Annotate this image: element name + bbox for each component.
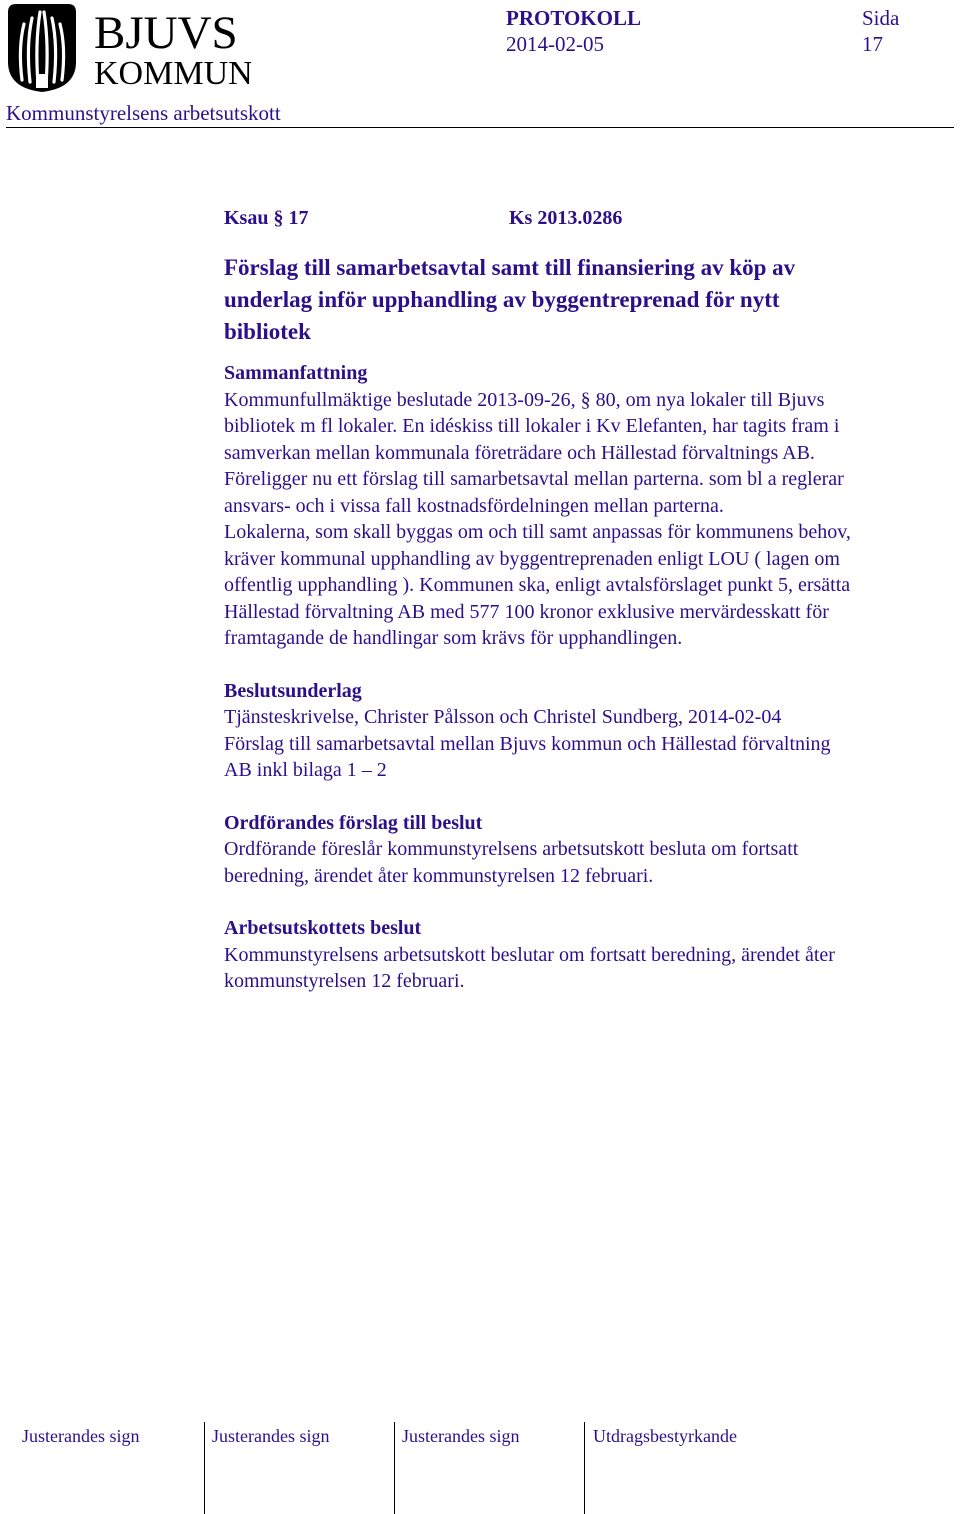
section-heading: Beslutsunderlag	[224, 679, 362, 702]
text-line: kommunstyrelsen 12 februari.	[224, 970, 465, 992]
text-line: Ordförande föreslår kommunstyrelsens arbetsutskott besluta om fortsatt	[224, 838, 799, 860]
signature-divider	[394, 1422, 395, 1514]
header-divider	[6, 127, 954, 128]
section-heading: Arbetsutskottets beslut	[224, 917, 422, 939]
document-title	[224, 252, 954, 348]
text-line: kräver kommunal upphandling av byggentreprenaden enligt LOU ( lagen om	[224, 547, 840, 570]
organization-name: Kommunstyrelsens arbetsutskott	[6, 101, 281, 125]
section-heading: Sammanfattning	[224, 362, 368, 384]
signature-field-label: Utdragsbestyrkande	[593, 1426, 737, 1446]
ks-number: Ks 2013.0286	[509, 207, 623, 229]
document-type: PROTOKOLL	[506, 6, 641, 30]
text-line: beredning, ärendet åter kommunstyrelsen 12 februari.	[224, 864, 654, 887]
section-heading: Ordförandes förslag till beslut	[224, 811, 483, 834]
document-date: 2014-02-05	[506, 32, 604, 56]
text-line: AB inkl bilaga 1 – 2	[224, 759, 387, 781]
signature-divider	[584, 1422, 585, 1514]
section-ordforandes-forslag	[224, 810, 954, 890]
signature-field-label: Justerandes sign	[22, 1426, 140, 1446]
page-number: 17	[862, 32, 883, 56]
svg-text:BJUVS: BJUVS	[94, 7, 238, 59]
text-line: Lokalerna, som skall byggas om och till samt anpassas för kommunens behov,	[224, 521, 851, 543]
text-line: samverkan mellan kommunala företrädare och Hällestad förvaltnings AB.	[224, 441, 815, 464]
signature-field-label: Justerandes sign	[402, 1426, 520, 1446]
section-arbetsutskottets-beslut	[224, 915, 954, 995]
document-body	[224, 205, 954, 995]
section-sammanfattning	[224, 360, 954, 652]
title-line: underlag inför upphandling av byggentreprenad för nytt	[224, 287, 780, 312]
text-line: framtagande de handlingar som krävs för upphandlingen.	[224, 627, 683, 649]
signature-field-label: Justerandes sign	[212, 1426, 330, 1446]
signature-divider	[204, 1422, 205, 1514]
bjuvs-kommun-logo	[6, 2, 251, 94]
spacer	[224, 652, 954, 678]
text-line: Förslag till samarbetsavtal mellan Bjuvs kommun och Hällestad förvaltning	[224, 732, 831, 755]
torch-emblem-icon	[6, 2, 251, 94]
spacer	[224, 889, 954, 915]
text-line: ansvars- och i vissa fall kostnadsfördelningen mellan parterna.	[224, 494, 724, 517]
svg-text:KOMMUN: KOMMUN	[94, 55, 251, 92]
section-beslutsunderlag	[224, 678, 954, 784]
text-line: Kommunfullmäktige beslutade 2013-09-26, § 80, om nya lokaler till Bjuvs	[224, 388, 825, 411]
case-reference	[224, 205, 954, 232]
text-line: Föreligger nu ett förslag till samarbetsavtal mellan parterna. som bl a reglerar	[224, 468, 844, 490]
text-line: bibliotek m fl lokaler. En idéskiss till lokaler i Kv Elefanten, har tagits fram i	[224, 415, 840, 437]
text-line: offentlig upphandling ). Kommunen ska, enligt avtalsförslaget punkt 5, ersätta	[224, 574, 851, 596]
ksau-number: Ksau § 17	[224, 207, 309, 229]
text-line: Kommunstyrelsens arbetsutskott beslutar om fortsatt beredning, ärendet åter	[224, 943, 835, 966]
page-label: Sida	[862, 6, 900, 30]
spacer	[224, 784, 954, 810]
text-line: Hällestad förvaltning AB med 577 100 kronor exklusive mervärdesskatt för	[224, 600, 829, 623]
text-line: Tjänsteskrivelse, Christer Pålsson och Christel Sundberg, 2014-02-04	[224, 706, 782, 728]
title-line: bibliotek	[224, 319, 311, 344]
title-line: Förslag till samarbetsavtal samt till finansiering av köp av	[224, 255, 796, 280]
